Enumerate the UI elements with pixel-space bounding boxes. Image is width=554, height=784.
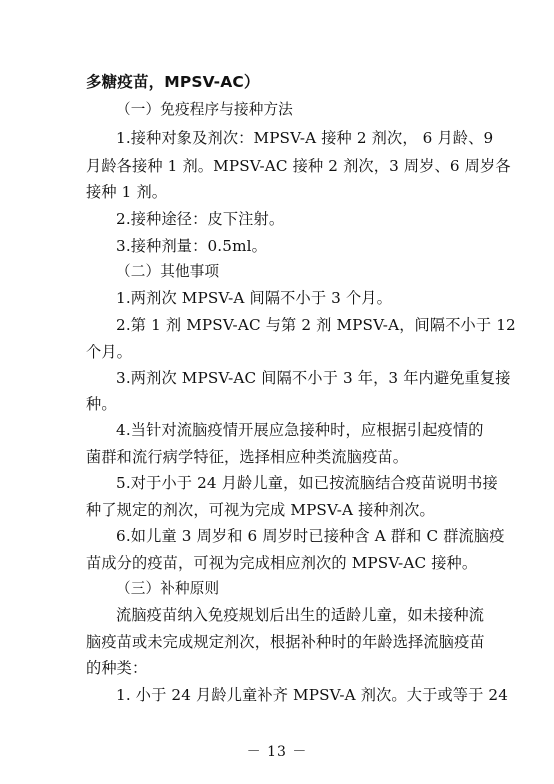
paragraph-line: 1. 小于 24 月龄儿童补齐 MPSV-A 剂次。大于或等于 24 [116, 686, 509, 704]
paragraph-line: 2.接种途径：皮下注射。 [116, 210, 285, 228]
section-title-continuation: 多糖疫苗，MPSV-AC） [86, 73, 260, 91]
paragraph-line: 的种类： [86, 659, 148, 677]
paragraph-line: 菌群和流行病学特征，选择相应种类流脑疫苗。 [86, 448, 409, 466]
paragraph-line: 月龄各接种 1 剂。MPSV-AC 接种 2 剂次，3 周岁、6 周岁各 [86, 157, 511, 175]
paragraph-line: 3.两剂次 MPSV-AC 间隔不小于 3 年，3 年内避免重复接 [116, 369, 511, 387]
subheading-immunization-procedure: （一）免疫程序与接种方法 [116, 101, 293, 118]
paragraph-line: 3.接种剂量：0.5ml。 [116, 237, 267, 255]
paragraph-line: 流脑疫苗纳入免疫规划后出生的适龄儿童，如未接种流 [116, 606, 485, 624]
paragraph-line: 接种 1 剂。 [86, 183, 168, 201]
subheading-other-matters: （二）其他事项 [116, 263, 220, 280]
paragraph-line: 2.第 1 剂 MPSV-AC 与第 2 剂 MPSV-A，间隔不小于 12 [116, 316, 516, 334]
paragraph-line: 种了规定的剂次，可视为完成 MPSV-A 接种剂次。 [86, 501, 435, 519]
paragraph-line: 1.接种对象及剂次：MPSV-A 接种 2 剂次， 6 月龄、9 [116, 129, 494, 147]
paragraph-line: 4.当针对流脑疫情开展应急接种时，应根据引起疫情的 [116, 421, 484, 439]
paragraph-line: 种。 [86, 395, 117, 413]
paragraph-line: 1.两剂次 MPSV-A 间隔不小于 3 个月。 [116, 289, 392, 307]
subheading-catch-up-principles: （三）补种原则 [116, 580, 220, 597]
paragraph-line: 6.如儿童 3 周岁和 6 周岁时已接种含 A 群和 C 群流脑疫 [116, 527, 505, 545]
paragraph-line: 个月。 [86, 343, 133, 361]
paragraph-line: 脑疫苗或未完成规定剂次，根据补种时的年龄选择流脑疫苗 [86, 633, 485, 651]
page-number: － 13 － [246, 744, 308, 760]
paragraph-line: 5.对于小于 24 月龄儿童，如已按流脑结合疫苗说明书接 [116, 474, 498, 492]
paragraph-line: 苗成分的疫苗，可视为完成相应剂次的 MPSV-AC 接种。 [86, 554, 478, 572]
